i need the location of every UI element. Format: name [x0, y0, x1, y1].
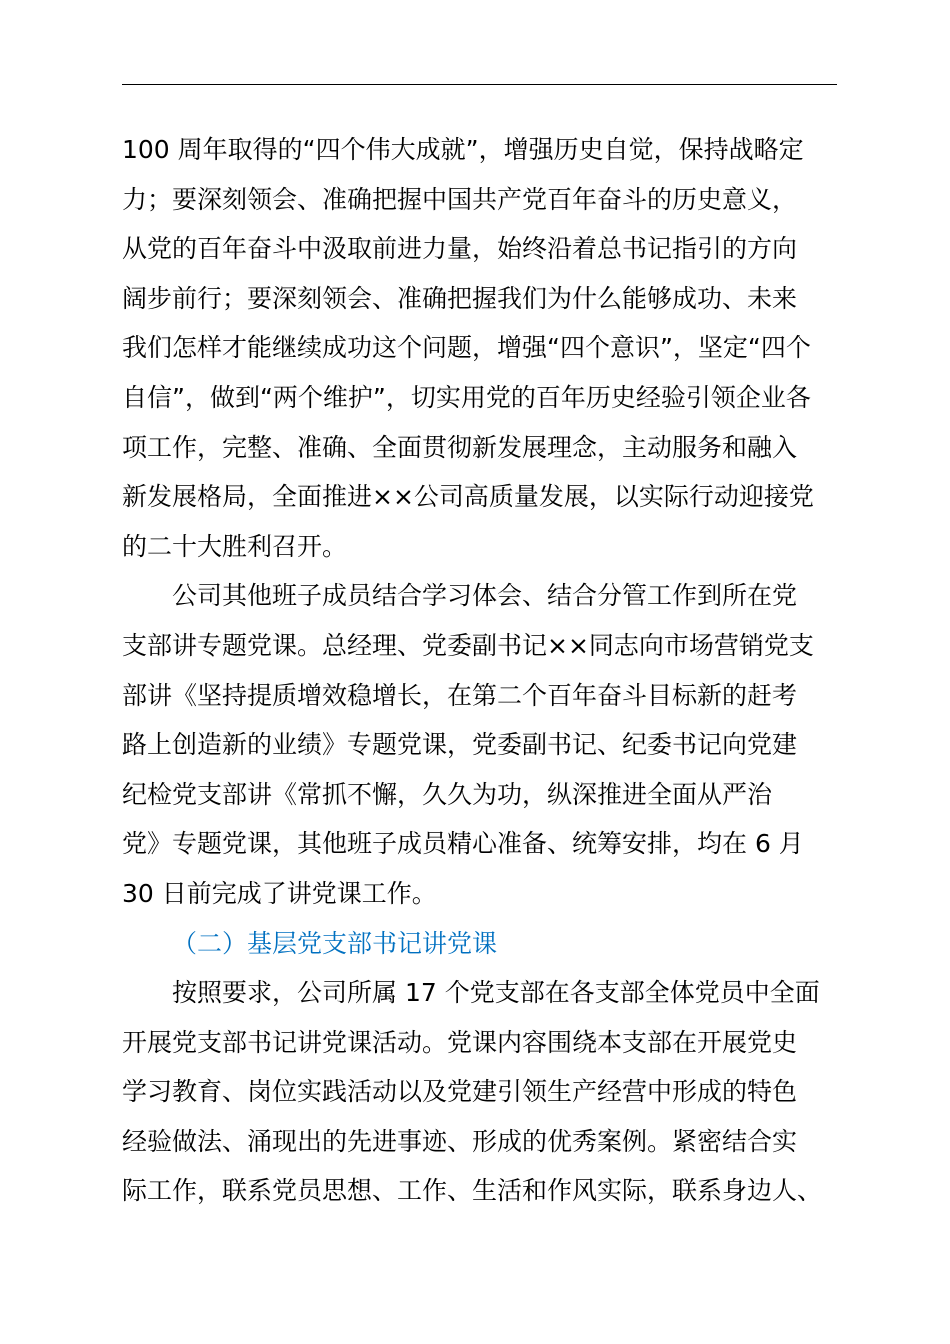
text-line: 力；要深刻领会、准确把握中国共产党百年奋斗的历史意义，: [122, 184, 798, 214]
text-line: 的二十大胜利召开。: [122, 531, 348, 561]
text-line: 100 周年取得的“四个伟大成就”，增强历史自觉，保持战略定: [122, 135, 804, 164]
text-line: 党》专题党课，其他班子成员精心准备、统筹安排，均在 6 月: [122, 829, 804, 859]
paragraph-other-members: [122, 571, 837, 918]
text-line: 支部讲专题党课。总经理、党委副书记××同志向市场营销党支: [122, 630, 814, 660]
text-line: 经验做法、涌现出的先进事迹、形成的优秀案例。紧密结合实: [122, 1126, 798, 1156]
text-line: 新发展格局，全面推进××公司高质量发展，以实际行动迎接党: [122, 482, 814, 512]
text-line: 从党的百年奋斗中汲取前进力量，始终沿着总书记指引的方向: [122, 234, 798, 264]
text-line: 项工作，完整、准确、全面贯彻新发展理念，主动服务和融入: [122, 432, 798, 462]
text-line: 部讲《坚持提质增效稳增长，在第二个百年奋斗目标新的赶考: [122, 680, 798, 710]
paragraph-branch-secretaries: [122, 968, 837, 1216]
text-line: 路上创造新的业绩》专题党课，党委副书记、纪委书记向党建: [122, 730, 798, 760]
text-line: 我们怎样才能继续成功这个问题，增强“四个意识”，坚定“四个: [122, 333, 811, 363]
document-body: [122, 125, 837, 1216]
text-line: 学习教育、岗位实践活动以及党建引领生产经营中形成的特色: [122, 1077, 798, 1107]
text-line: 际工作，联系党员思想、工作、生活和作风实际，联系身边人、: [122, 1176, 823, 1206]
text-line: 开展党支部书记讲党课活动。党课内容围绕本支部在开展党史: [122, 1027, 798, 1057]
text-line: 公司其他班子成员结合学习体会、结合分管工作到所在党: [172, 581, 798, 611]
paragraph-continuation: [122, 125, 837, 571]
header-rule: [122, 84, 837, 85]
text-line: 自信”，做到“两个维护”，切实用党的百年历史经验引领企业各: [122, 382, 811, 412]
text-line: 30 日前完成了讲党课工作。: [122, 878, 437, 908]
text-line: 按照要求，公司所属 17 个党支部在各支部全体党员中全面: [172, 978, 820, 1008]
text-line: 纪检党支部讲《常抓不懈，久久为功，纵深推进全面从严治: [122, 779, 773, 809]
section-heading: （二）基层党支部书记讲党课: [172, 928, 498, 958]
text-line: 阔步前行；要深刻领会、准确把握我们为什么能够成功、未来: [122, 283, 798, 313]
